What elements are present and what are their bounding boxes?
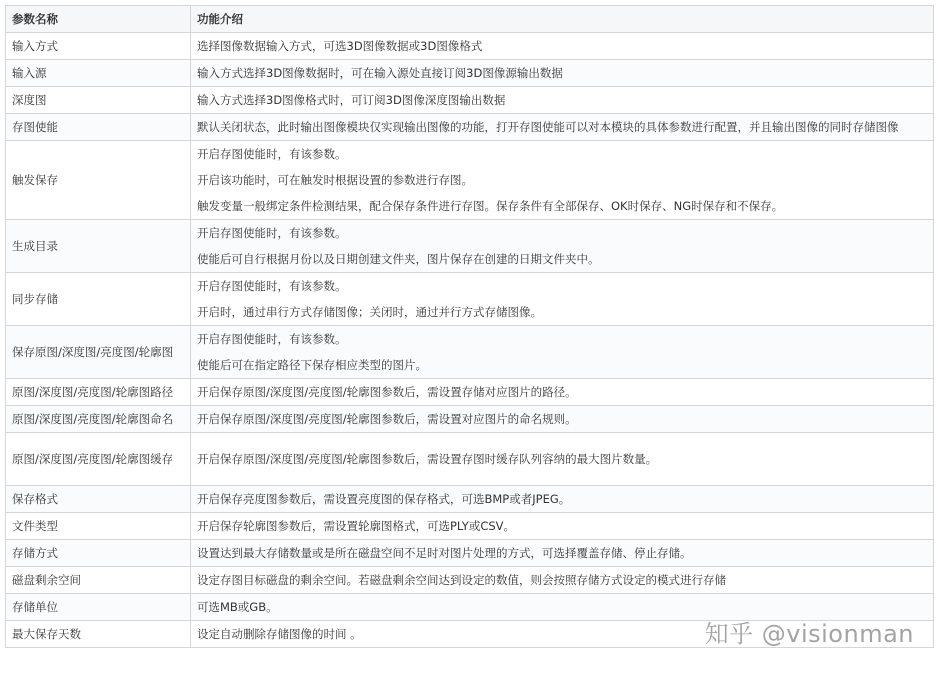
desc-line: 开启保存原图/深度图/亮度图/轮廓图参数后，需设置存图时缓存队列容纳的最大图片数量。 [197, 452, 658, 466]
desc-line: 可选MB或GB。 [197, 600, 278, 614]
table-row [6, 406, 934, 433]
table-row [6, 33, 934, 60]
param-name-cell: 原图/深度图/亮度图/轮廓图缓存 [6, 433, 191, 486]
table-row [6, 513, 934, 540]
param-name-cell: 磁盘剩余空间 [6, 567, 191, 594]
table-row [6, 486, 934, 513]
desc-line: 设定自动删除存储图像的时间 。 [197, 627, 362, 641]
table-row [6, 273, 934, 326]
function-desc-cell [191, 513, 934, 540]
desc-line: 使能后可在指定路径下保存相应类型的图片。 [197, 358, 427, 372]
param-name-cell: 原图/深度图/亮度图/轮廓图命名 [6, 406, 191, 433]
desc-line: 默认关闭状态，此时输出图像模块仅实现输出图像的功能，打开存图使能可以对本模块的具体参数进行配置，并且输出图像的同时存储图像 [197, 120, 899, 134]
param-name-cell: 原图/深度图/亮度图/轮廓图路径 [6, 379, 191, 406]
header-param-name: 参数名称 [6, 6, 191, 33]
desc-line: 开启存图使能时，有该参数。 [197, 332, 347, 346]
parameter-table-container [5, 5, 933, 648]
function-desc-cell [191, 326, 934, 379]
param-name-cell: 输入方式 [6, 33, 191, 60]
table-row [6, 540, 934, 567]
desc-line: 开启保存原图/深度图/亮度图/轮廓图参数后，需设置存储对应图片的路径。 [197, 385, 577, 399]
table-row [6, 567, 934, 594]
table-row [6, 433, 934, 486]
param-name-cell: 文件类型 [6, 513, 191, 540]
table-row [6, 326, 934, 379]
function-desc-cell [191, 486, 934, 513]
function-desc-cell [191, 540, 934, 567]
desc-line: 触发变量一般绑定条件检测结果，配合保存条件进行存图。保存条件有全部保存、OK时保存、NG时保存和不保存。 [197, 199, 784, 213]
param-name-cell: 存储方式 [6, 540, 191, 567]
function-desc-cell [191, 220, 934, 273]
watermark-text: 知乎 @visionman [704, 620, 914, 648]
function-desc-cell [191, 567, 934, 594]
function-desc-cell [191, 60, 934, 87]
param-name-cell: 深度图 [6, 87, 191, 114]
param-name-cell: 同步存储 [6, 273, 191, 326]
table-header-row [6, 6, 934, 33]
desc-line: 开启保存原图/深度图/亮度图/轮廓图参数后，需设置对应图片的命名规则。 [197, 412, 577, 426]
param-name-cell: 保存原图/深度图/亮度图/轮廓图 [6, 326, 191, 379]
function-desc-cell [191, 141, 934, 220]
table-row [6, 220, 934, 273]
param-name-cell: 最大保存天数 [6, 621, 191, 648]
table-row [6, 379, 934, 406]
desc-line: 开启存图使能时，有该参数。 [197, 226, 347, 240]
parameter-table [5, 5, 934, 648]
header-function-desc: 功能介绍 [191, 6, 934, 33]
param-name-cell: 生成目录 [6, 220, 191, 273]
function-desc-cell [191, 33, 934, 60]
function-desc-cell [191, 114, 934, 141]
table-row [6, 114, 934, 141]
function-desc-cell [191, 379, 934, 406]
param-name-cell: 触发保存 [6, 141, 191, 220]
function-desc-cell [191, 87, 934, 114]
desc-line: 开启存图使能时，有该参数。 [197, 279, 347, 293]
desc-line: 设置达到最大存储数量或是所在磁盘空间不足时对图片处理的方式，可选择覆盖存储、停止存储。 [197, 546, 692, 560]
function-desc-cell [191, 433, 934, 486]
desc-line: 选择图像数据输入方式，可选3D图像数据或3D图像格式 [197, 39, 483, 53]
function-desc-cell [191, 406, 934, 433]
desc-line: 使能后可自行根据月份以及日期创建文件夹，图片保存在创建的日期文件夹中。 [197, 252, 600, 266]
table-row [6, 60, 934, 87]
param-name-cell: 存储单位 [6, 594, 191, 621]
param-name-cell: 存图使能 [6, 114, 191, 141]
desc-line: 输入方式选择3D图像格式时，可订阅3D图像深度图输出数据 [197, 93, 506, 107]
desc-line: 输入方式选择3D图像数据时，可在输入源处直接订阅3D图像源输出数据 [197, 66, 563, 80]
table-body [6, 33, 934, 648]
desc-line: 开启存图使能时，有该参数。 [197, 147, 347, 161]
desc-line: 开启时，通过串行方式存储图像；关闭时，通过并行方式存储图像。 [197, 305, 542, 319]
desc-line: 设定存图目标磁盘的剩余空间。若磁盘剩余空间达到设定的数值，则会按照存储方式设定的模式进行存储 [197, 573, 726, 587]
table-row [6, 141, 934, 220]
param-name-cell: 保存格式 [6, 486, 191, 513]
desc-line: 开启保存轮廓图参数后，需设置轮廓图格式，可选PLY或CSV。 [197, 519, 516, 533]
table-row [6, 87, 934, 114]
desc-line: 开启保存亮度图参数后，需设置亮度图的保存格式，可选BMP或者JPEG。 [197, 492, 571, 506]
function-desc-cell [191, 273, 934, 326]
desc-line: 开启该功能时，可在触发时根据设置的参数进行存图。 [197, 173, 473, 187]
param-name-cell: 输入源 [6, 60, 191, 87]
